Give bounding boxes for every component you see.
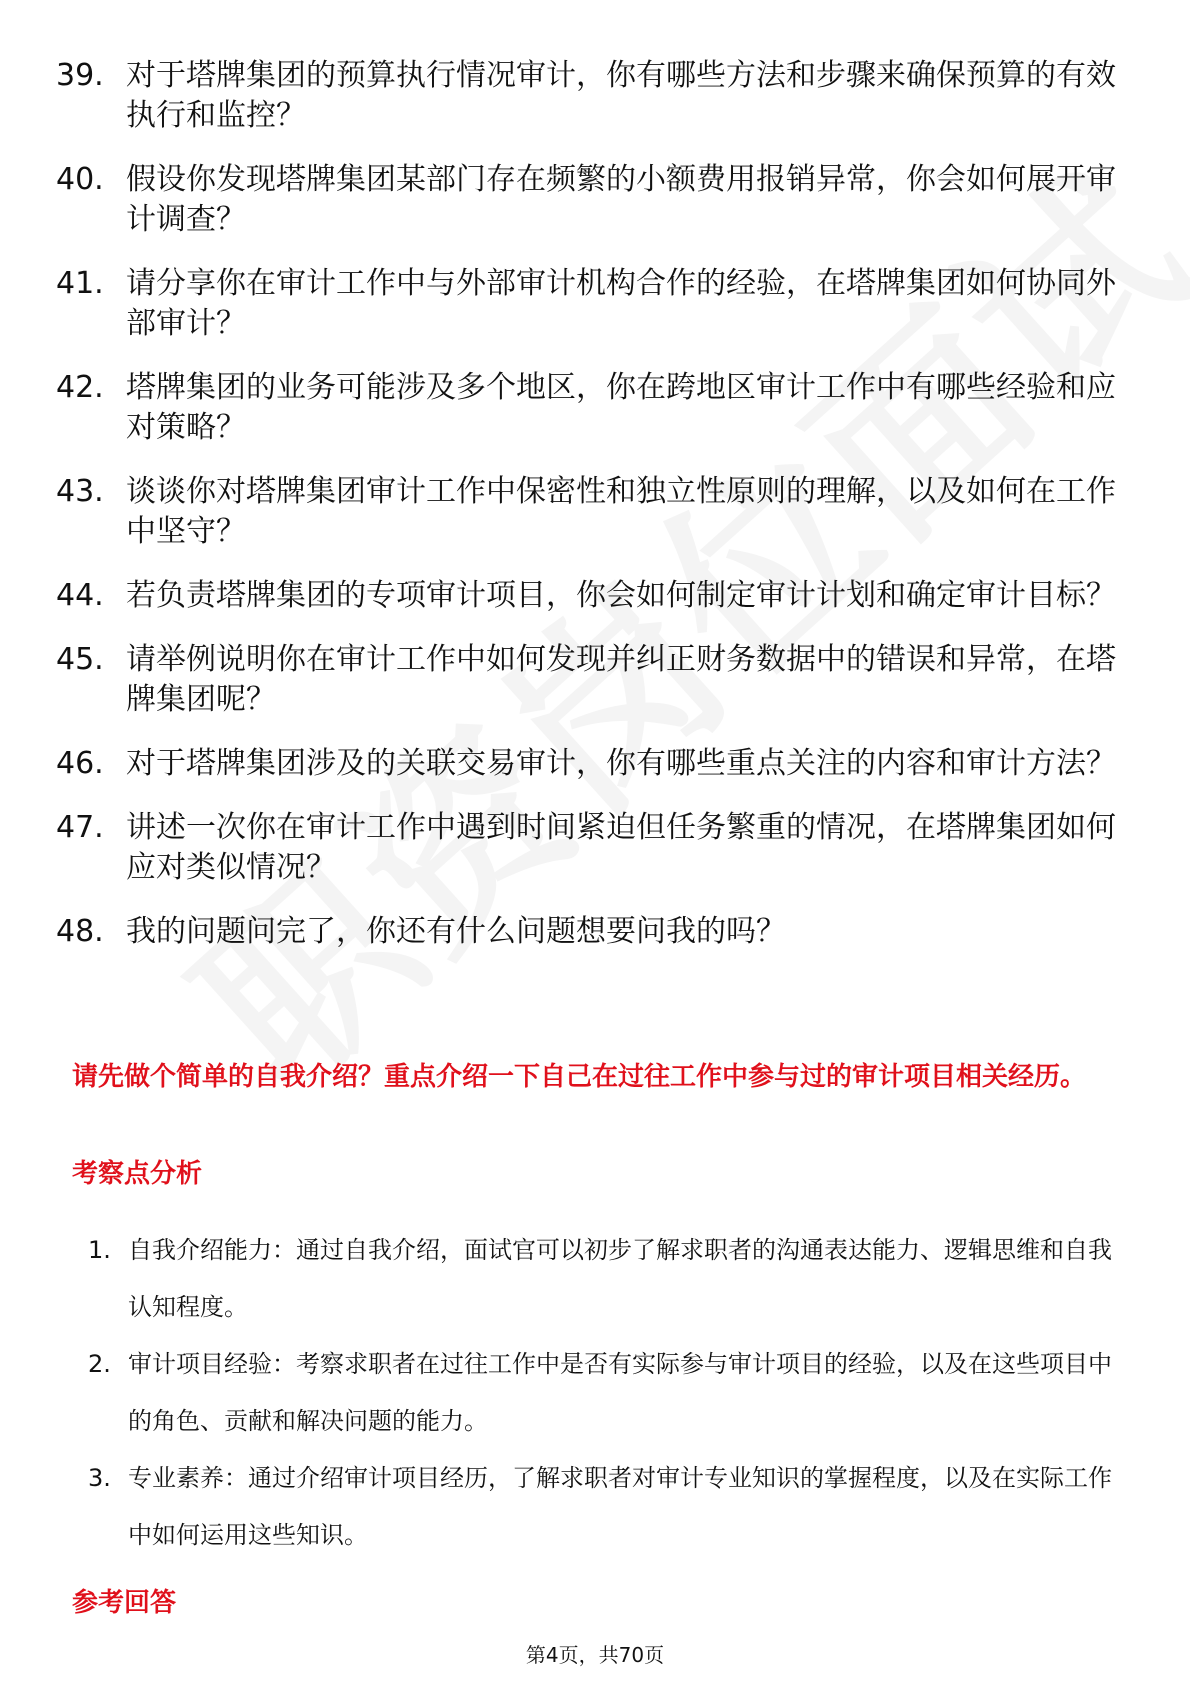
question-text: 请分享你在审计工作中与外部审计机构合作的经验，在塔牌集团如何协同外部审计？ [126,266,1116,341]
analysis-text: 自我介绍能力：通过自我介绍，面试官可以初步了解求职者的沟通表达能力、逻辑思维和自我认知程度。 [128,1236,1112,1321]
question-item [56,56,1126,136]
question-text: 若负责塔牌集团的专项审计项目，你会如何制定审计计划和确定审计目标？ [126,578,1116,613]
question-number: 41. [56,266,104,301]
question-text: 我的问题问完了，你还有什么问题想要问我的吗？ [126,914,786,949]
analysis-item [72,1336,1122,1450]
question-number: 43. [56,474,104,509]
question-number: 46. [56,746,104,781]
question-item [56,744,1126,784]
page-footer: 第4页，共70页 [525,1643,665,1667]
question-item [56,264,1126,344]
analysis-text: 专业素养：通过介绍审计项目经历，了解求职者对审计专业知识的掌握程度，以及在实际工作中如何运用这些知识。 [128,1464,1112,1549]
question-number: 45. [56,642,104,677]
analysis-item [72,1222,1122,1336]
question-number: 47. [56,810,104,845]
question-text: 塔牌集团的业务可能涉及多个地区，你在跨地区审计工作中有哪些经验和应对策略？ [126,370,1116,445]
question-number: 42. [56,370,104,405]
analysis-number: 3. [88,1464,111,1492]
question-item [56,640,1126,720]
featured-question-heading: 请先做个简单的自我介绍？重点介绍一下自己在过往工作中参与过的审计项目相关经历。 [72,1062,1087,1092]
question-text: 请举例说明你在审计工作中如何发现并纠正财务数据中的错误和异常，在塔牌集团呢？ [126,642,1116,717]
analysis-item [72,1450,1122,1564]
analysis-number: 1. [88,1236,111,1264]
question-item [56,368,1126,448]
question-text: 讲述一次你在审计工作中遇到时间紧迫但任务繁重的情况，在塔牌集团如何应对类似情况？ [126,810,1116,885]
question-item [56,472,1126,552]
analysis-title: 考察点分析 [72,1159,203,1189]
question-text: 谈谈你对塔牌集团审计工作中保密性和独立性原则的理解，以及如何在工作中坚守？ [126,474,1116,549]
analysis-list [72,1222,1122,1564]
question-text: 对于塔牌集团的预算执行情况审计，你有哪些方法和步骤来确保预算的有效执行和监控？ [126,58,1116,133]
question-item [56,808,1126,888]
analysis-number: 2. [88,1350,111,1378]
question-text: 假设你发现塔牌集团某部门存在频繁的小额费用报销异常，你会如何展开审计调查？ [126,162,1116,237]
question-number: 48. [56,914,104,949]
question-number: 40. [56,162,104,197]
question-item [56,912,1126,952]
answer-title: 参考回答 [72,1588,177,1618]
question-number: 39. [56,58,104,93]
question-item [56,576,1126,616]
question-item [56,160,1126,240]
question-number: 44. [56,578,104,613]
question-text: 对于塔牌集团涉及的关联交易审计，你有哪些重点关注的内容和审计方法？ [126,746,1116,781]
question-list [56,56,1126,976]
analysis-text: 审计项目经验：考察求职者在过往工作中是否有实际参与审计项目的经验，以及在这些项目中的角色、贡献和解决问题的能力。 [128,1350,1112,1435]
